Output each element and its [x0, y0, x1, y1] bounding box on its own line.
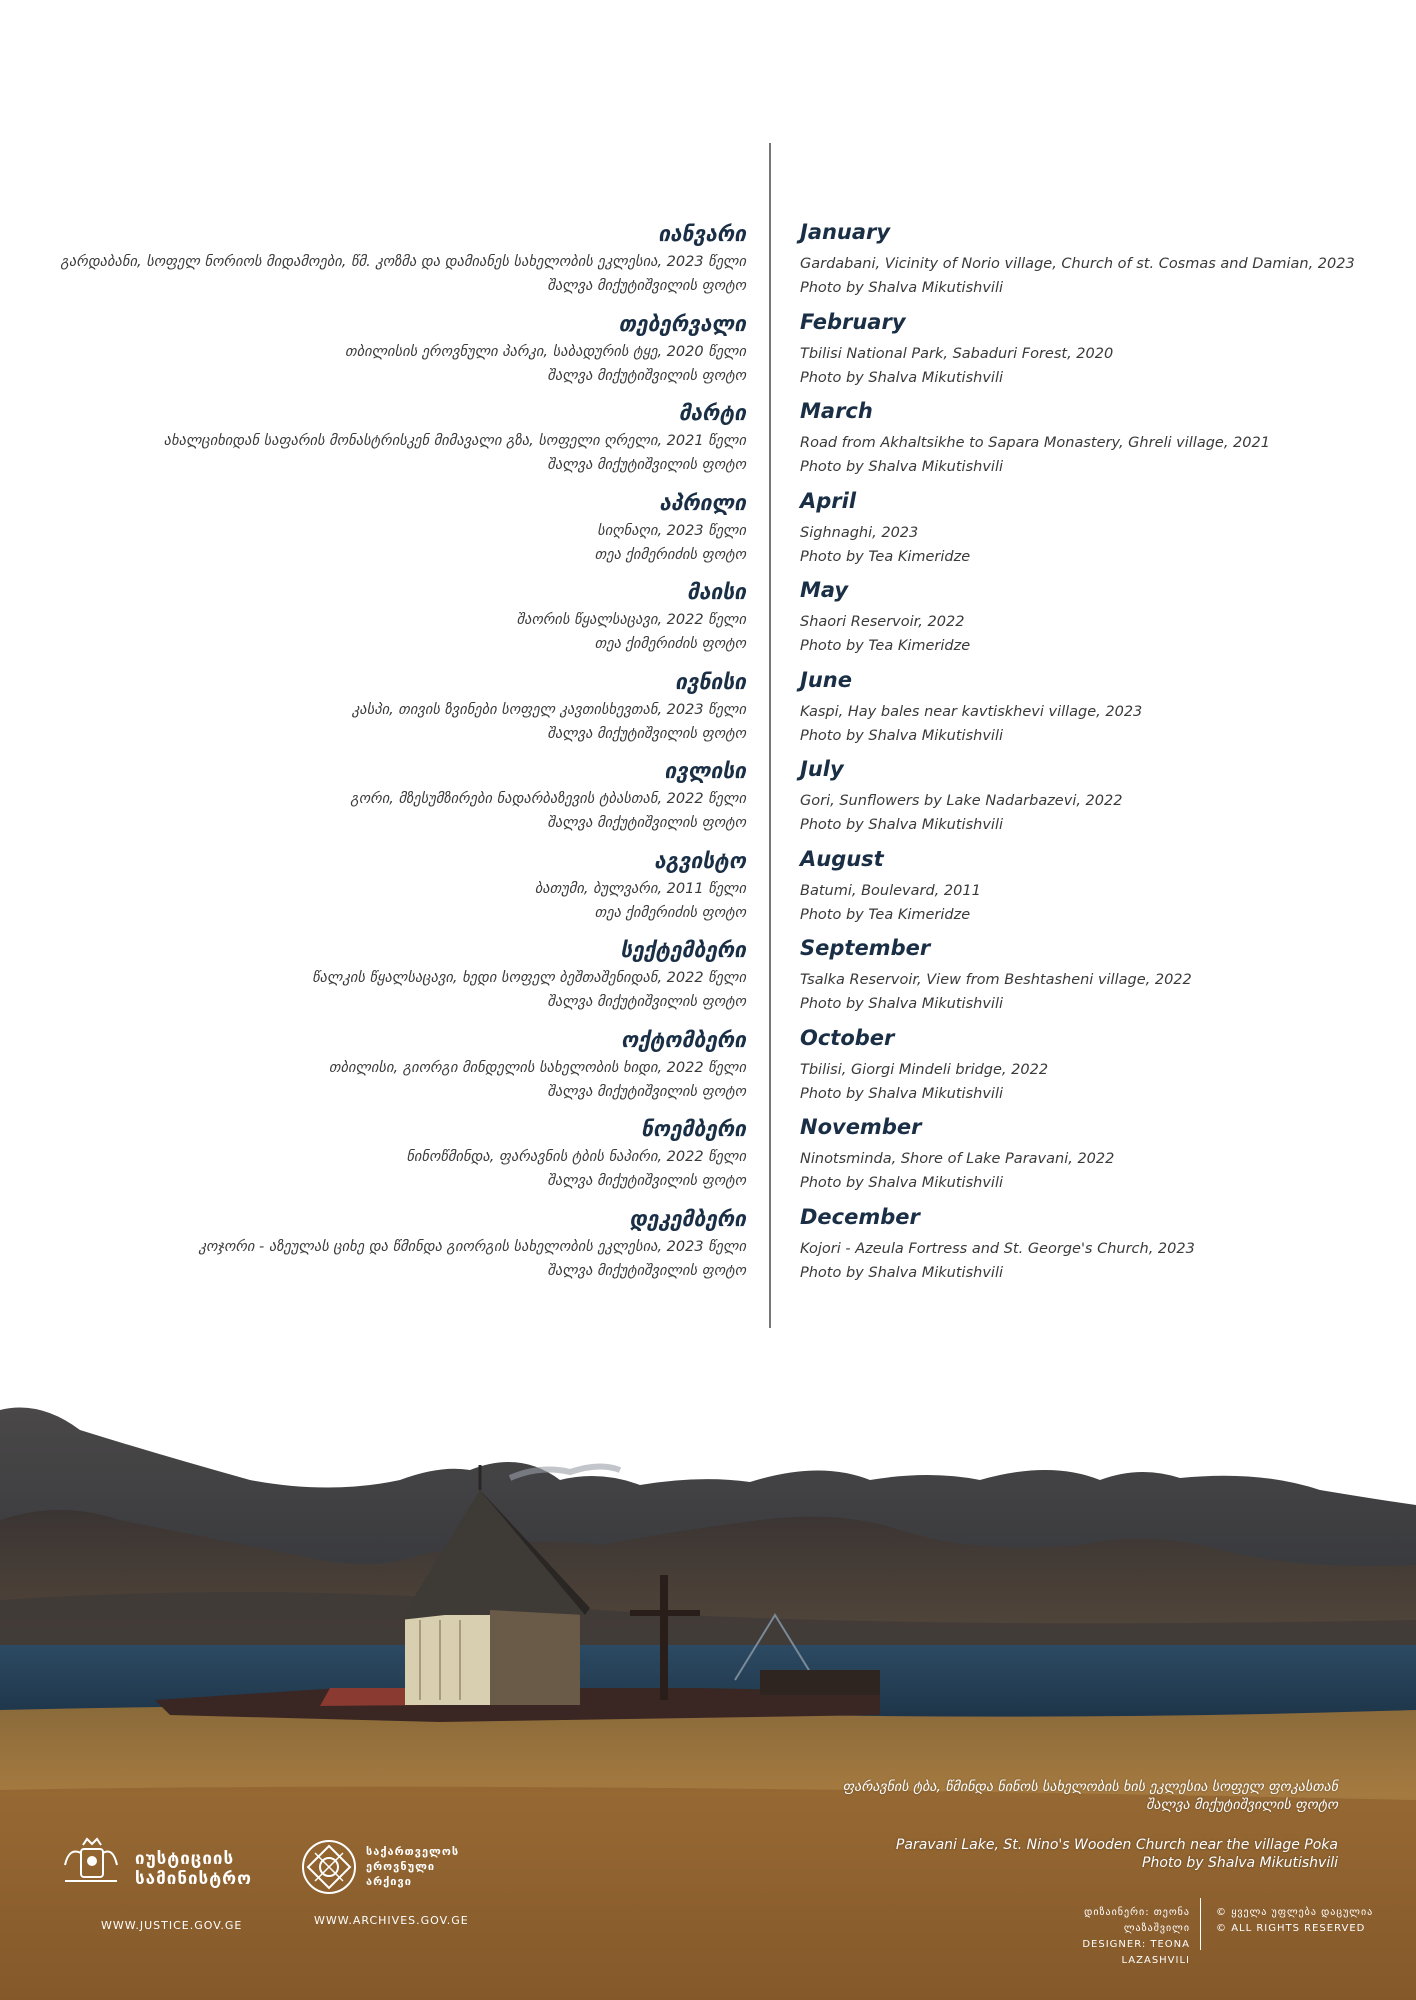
- photo-credit-ka: შალვა მიქუტიშვილის ფოტო: [547, 815, 746, 831]
- month-name-en: December: [800, 1204, 920, 1229]
- center-divider: [769, 143, 771, 1328]
- archive-name-line1: საქართველოს: [366, 1845, 460, 1858]
- month-entry-ka: [60, 220, 746, 310]
- month-entry-ka: [60, 489, 746, 579]
- photo-caption-en: Ninotsminda, Shore of Lake Paravani, 2022: [800, 1151, 1115, 1167]
- month-entry-en: [800, 1113, 1360, 1203]
- archive-name-line3: არქივი: [366, 1875, 412, 1888]
- photo-caption-ka: თბილისის ეროვნული პარკი, საბადურის ტყე, 2020 წელი: [344, 343, 746, 360]
- justice-url[interactable]: WWW.JUSTICE.GOV.GE: [101, 1919, 243, 1932]
- archive-knot-icon: [300, 1838, 358, 1896]
- photo-caption-ka: ბათუმი, ბულვარი, 2011 წელი: [534, 880, 746, 897]
- photo-caption-ka: სიღნაღი, 2023 წელი: [597, 522, 746, 539]
- month-name-ka: ნოემბერი: [641, 1117, 746, 1141]
- cover-photo-caption-ka: [843, 1778, 1338, 1814]
- photo-credit-ka: შალვა მიქუტიშვილის ფოტო: [547, 994, 746, 1010]
- month-entry-en: [800, 755, 1360, 845]
- month-entry-en: [800, 576, 1360, 666]
- month-entry-ka: [60, 757, 746, 847]
- month-name-en: November: [800, 1115, 922, 1139]
- month-name-en: August: [800, 846, 884, 871]
- photo-credit-ka: თეა ქიმერიძის ფოტო: [594, 904, 746, 921]
- photo-credit-en: Photo by Shalva Mikutishvili: [800, 369, 1003, 386]
- photo-caption-ka: წალკის წყალსაცავი, ხედი სოფელ ბეშთაშენიდან, 2022 წელი: [312, 970, 746, 986]
- month-name-en: October: [800, 1025, 895, 1050]
- photo-credit-en: Photo by Shalva Mikutishvili: [800, 1264, 1003, 1281]
- photo-credit-ka: შალვა მიქუტიშვილის ფოტო: [547, 1173, 746, 1189]
- photo-caption-ka: ახალციხიდან საფარის მონასტრისკენ მიმავალი გზა, სოფელი ღრელი, 2021 წელი: [163, 433, 746, 449]
- month-entry-en: [800, 487, 1360, 577]
- cover-caption-en: Paravani Lake, St. Nino's Wooden Church near the village Poka: [895, 1837, 1338, 1853]
- month-entry-en: [800, 666, 1360, 756]
- national-archive-logo: [300, 1838, 469, 1927]
- photo-caption-en: Gardabani, Vicinity of Norio village, Church of st. Cosmas and Damian, 2023: [800, 256, 1355, 272]
- cover-photo-credit-en: Photo by Shalva Mikutishvili: [1142, 1855, 1338, 1871]
- month-name-ka: დეკემბერი: [629, 1206, 746, 1231]
- rights-credit: [1216, 1905, 1373, 1937]
- photo-credit-ka: თეა ქიმერიძის ფოტო: [594, 636, 746, 652]
- month-name-en: January: [800, 220, 891, 244]
- month-name-ka: სექტემბერი: [620, 938, 746, 962]
- photo-caption-en: Tbilisi National Park, Sabaduri Forest, 2020: [800, 345, 1114, 362]
- month-entry-ka: [60, 1026, 746, 1116]
- georgia-coat-of-arms-icon: [55, 1835, 127, 1897]
- month-name-ka: აგვისტო: [654, 848, 746, 873]
- month-name-ka: აპრილი: [659, 490, 746, 515]
- month-name-en: May: [800, 578, 849, 602]
- month-name-ka: მაისი: [687, 580, 746, 604]
- copyright-icon: ©: [1216, 1907, 1227, 1918]
- photo-credit-en: Photo by Shalva Mikutishvili: [800, 817, 1003, 833]
- photo-credit-en: Photo by Shalva Mikutishvili: [800, 280, 1003, 296]
- photo-caption-en: Shaori Reservoir, 2022: [800, 614, 965, 630]
- month-entry-en: [800, 218, 1360, 308]
- justice-name-line2: სამინისტრო: [135, 1869, 252, 1889]
- photo-caption-en: Sighnaghi, 2023: [800, 524, 919, 541]
- photo-credit-en: Photo by Shalva Mikutishvili: [800, 996, 1003, 1012]
- photo-credit-en: Photo by Tea Kimeridze: [800, 906, 971, 923]
- photo-credit-ka: თეა ქიმერიძის ფოტო: [594, 546, 746, 563]
- cover-photo-caption-en: [896, 1836, 1338, 1872]
- month-name-ka: ოქტომბერი: [621, 1027, 746, 1052]
- photo-credit-ka: შალვა მიქუტიშვილის ფოტო: [547, 725, 746, 742]
- month-name-ka: მარტი: [678, 401, 746, 425]
- month-entry-ka: [60, 1205, 746, 1295]
- month-entry-en: [800, 397, 1360, 487]
- archive-url[interactable]: WWW.ARCHIVES.GOV.GE: [314, 1914, 469, 1927]
- credit-divider: [1200, 1898, 1201, 1950]
- photo-credit-ka: შალვა მიქუტიშვილის ფოტო: [547, 278, 746, 294]
- designer-credit: [1035, 1905, 1190, 1969]
- month-entry-ka: [60, 1115, 746, 1205]
- month-name-en: March: [800, 399, 873, 423]
- month-entry-en: [800, 845, 1360, 935]
- month-name-en: June: [800, 667, 852, 692]
- month-name-ka: თებერვალი: [618, 311, 746, 336]
- cover-caption-ka: ფარავნის ტბა, წმინდა ნინოს სახელობის ხის ეკლესია სოფელ ფოკასთან: [842, 1779, 1338, 1795]
- month-entry-en: [800, 1024, 1360, 1114]
- month-entry-ka: [60, 578, 746, 668]
- rights-ka: ყველა უფლება დაცულია: [1231, 1907, 1374, 1918]
- photo-caption-ka: კასპი, თივის ზვინები სოფელ კავთისხევთან, 2023 წელი: [351, 701, 746, 718]
- photo-credit-en: Photo by Tea Kimeridze: [800, 638, 971, 654]
- photo-credit-ka: შალვა მიქუტიშვილის ფოტო: [547, 1083, 746, 1100]
- justice-ministry-logo: [55, 1835, 252, 1932]
- photo-credit-en: Photo by Tea Kimeridze: [800, 548, 971, 565]
- photo-caption-ka: ნინოწმინდა, ფარავნის ტბის ნაპირი, 2022 წელი: [406, 1149, 746, 1165]
- photo-caption-ka: გორი, მზესუმზირები ნადარბაზევის ტბასთან, 2022 წელი: [350, 791, 746, 807]
- month-name-ka: ივლისი: [664, 759, 746, 783]
- photo-caption-en: Batumi, Boulevard, 2011: [800, 882, 981, 899]
- photo-caption-ka: კოჯორი - აზეულას ციხე და წმინდა გიორგის სახელობის ეკლესია, 2023 წელი: [198, 1238, 746, 1255]
- photo-caption-en: Tbilisi, Giorgi Mindeli bridge, 2022: [800, 1061, 1049, 1078]
- month-entry-ka: [60, 399, 746, 489]
- photo-caption-en: Tsalka Reservoir, View from Beshtasheni village, 2022: [800, 972, 1192, 988]
- month-name-ka: ივნისი: [675, 669, 746, 694]
- photo-caption-ka: თბილისი, გიორგი მინდელის სახელობის ხიდი, 2022 წელი: [328, 1059, 746, 1076]
- cover-photo-credit-ka: შალვა მიქუტიშვილის ფოტო: [1146, 1797, 1338, 1813]
- month-entry-ka: [60, 310, 746, 400]
- copyright-icon: ©: [1216, 1923, 1227, 1934]
- month-name-en: July: [800, 757, 844, 781]
- designer-en: DESIGNER: TEONA LAZASHVILI: [1082, 1939, 1190, 1966]
- month-name-en: April: [800, 488, 857, 513]
- month-name-ka: იანვარი: [658, 222, 746, 246]
- month-entry-ka: [60, 936, 746, 1026]
- photo-credit-en: Photo by Shalva Mikutishvili: [800, 1175, 1003, 1191]
- month-name-en: September: [800, 936, 931, 960]
- archive-name-line2: ეროვნული: [366, 1860, 436, 1873]
- photo-credit-ka: შალვა მიქუტიშვილის ფოტო: [547, 1262, 746, 1279]
- month-entry-ka: [60, 847, 746, 937]
- designer-ka: დიზაინერი: თეონა ლაზაშვილი: [1084, 1907, 1190, 1934]
- photo-credit-en: Photo by Shalva Mikutishvili: [800, 1085, 1003, 1102]
- photo-credit-en: Photo by Shalva Mikutishvili: [800, 727, 1003, 744]
- photo-caption-en: Gori, Sunflowers by Lake Nadarbazevi, 2022: [800, 793, 1123, 809]
- justice-name-line1: იუსტიციის: [135, 1849, 235, 1869]
- month-entry-en: [800, 308, 1360, 398]
- rights-en: ALL RIGHTS RESERVED: [1231, 1923, 1366, 1934]
- month-name-en: February: [800, 309, 906, 334]
- landscape-photo: [0, 1370, 1416, 2000]
- photo-credit-ka: შალვა მიქუტიშვილის ფოტო: [547, 367, 746, 384]
- photo-caption-ka: გარდაბანი, სოფელ ნორიოს მიდამოები, წმ. კოზმა და დამიანეს სახელობის ეკლესია, 2023 წელი: [60, 254, 746, 270]
- photo-credit-en: Photo by Shalva Mikutishvili: [800, 459, 1003, 475]
- photo-caption-en: Kojori - Azeula Fortress and St. George's Church, 2023: [800, 1240, 1195, 1257]
- photo-credit-ka: შალვა მიქუტიშვილის ფოტო: [547, 457, 746, 473]
- photo-caption-en: Kaspi, Hay bales near kavtiskhevi village, 2023: [800, 703, 1143, 720]
- photo-caption-ka: შაორის წყალსაცავი, 2022 წელი: [516, 612, 746, 628]
- month-entry-en: [800, 934, 1360, 1024]
- month-entry-en: [800, 1203, 1360, 1293]
- photo-caption-en: Road from Akhaltsikhe to Sapara Monastery, Ghreli village, 2021: [800, 435, 1270, 451]
- month-entry-ka: [60, 668, 746, 758]
